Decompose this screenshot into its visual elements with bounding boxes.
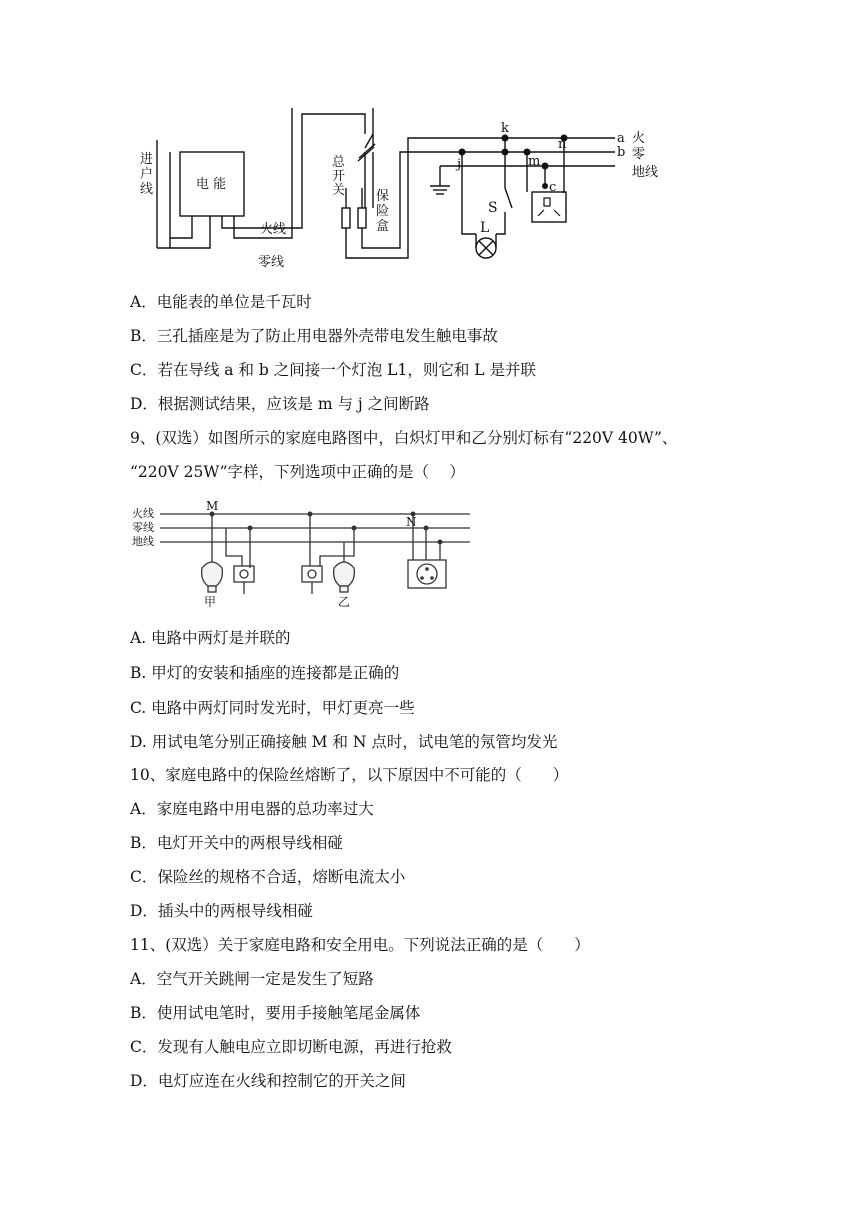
q8-option-b: B．三孔插座是为了防止用电器外壳带电发生触电事故: [130, 327, 498, 345]
q9-option-a: A. 电路中两灯是并联的: [130, 629, 291, 647]
wire-b-label: b: [617, 145, 626, 160]
socket-icon: [538, 198, 560, 216]
q11-option-a: A．空气开关跳闸一定是发生了短路: [130, 970, 374, 988]
point-c-label: c: [549, 180, 557, 195]
service-entry-label: [140, 151, 153, 197]
q9-option-b: B. 甲灯的安装和插座的连接都是正确的: [130, 664, 400, 682]
lamp-jia-label: 甲: [204, 595, 217, 609]
point-M-label: M: [206, 499, 219, 513]
point-n-label: n: [558, 137, 567, 152]
fig2-live-label: 火线: [132, 507, 154, 520]
lamp-yi-label: 乙: [338, 595, 351, 609]
q10-option-d: D．插头中的两根导线相碰: [130, 902, 313, 920]
right-live-label: 火: [632, 131, 646, 146]
point-m-label: m: [528, 154, 541, 169]
fuse-box-label: 保险盒: [376, 189, 390, 234]
point-k-label: k: [501, 121, 509, 136]
service-entry-text: 进户线: [140, 152, 154, 197]
meter-label: 电 能: [196, 177, 227, 192]
fig2-neutral-label: 零线: [132, 521, 154, 534]
q10-stem: 10、家庭电路中的保险丝熔断了，以下原因中不可能的（ ）: [130, 766, 569, 784]
point-j-label: j: [457, 157, 462, 172]
live-wire-label: 火线: [260, 222, 287, 237]
q10-option-c: C．保险丝的规格不合适，熔断电流太小: [130, 868, 406, 886]
two-lamp-circuit-diagram: [130, 498, 475, 613]
q11-stem: 11、(双选）关于家庭电路和安全用电。下列说法正确的是（ ）: [130, 936, 590, 954]
right-neutral-label: 零: [632, 147, 646, 162]
q9-stem-line1: 9、(双选）如图所示的家庭电路图中，白炽灯甲和乙分别灯标有“220V 40W”、: [130, 429, 678, 447]
bulbs: [202, 562, 355, 592]
q8-option-d: D．根据测试结果，应该是 m 与 j 之间断路: [130, 395, 430, 413]
q9-option-c: C. 电路中两灯同时发光时，甲灯更亮一些: [130, 699, 415, 717]
q11-option-c: C．发现有人触电应立即切断电源，再进行抢救: [130, 1038, 452, 1056]
fig2-ground-label: 地线: [132, 535, 154, 548]
wire-a-label: a: [617, 131, 625, 146]
point-N-label: N: [406, 515, 417, 529]
q8-option-a: A．电能表的单位是千瓦时: [130, 293, 312, 311]
q9-option-d: D. 用试电笔分别正确接触 M 和 N 点时，试电笔的氖管均发光: [130, 733, 558, 751]
neutral-wire-label: 零线: [258, 255, 285, 270]
right-ground-label: 地线: [632, 165, 659, 180]
switch-s-label: S: [488, 200, 498, 216]
household-circuit-diagram: [130, 108, 670, 273]
q8-option-c: C．若在导线 a 和 b 之间接一个灯泡 L1，则它和 L 是并联: [130, 361, 536, 379]
main-switch-label: 总开关: [332, 155, 346, 198]
q10-option-a: A．家庭电路中用电器的总功率过大: [130, 800, 374, 818]
q9-stem-line2: “220V 25W”字样，下列选项中正确的是（ ）: [130, 463, 465, 481]
q11-option-b: B．使用试电笔时，要用手接触笔尾金属体: [130, 1004, 421, 1022]
q10-option-b: B．电灯开关中的两根导线相碰: [130, 834, 343, 852]
q11-option-d: D．电灯应连在火线和控制它的开关之间: [130, 1072, 406, 1090]
lamp-l-label: L: [480, 220, 490, 236]
